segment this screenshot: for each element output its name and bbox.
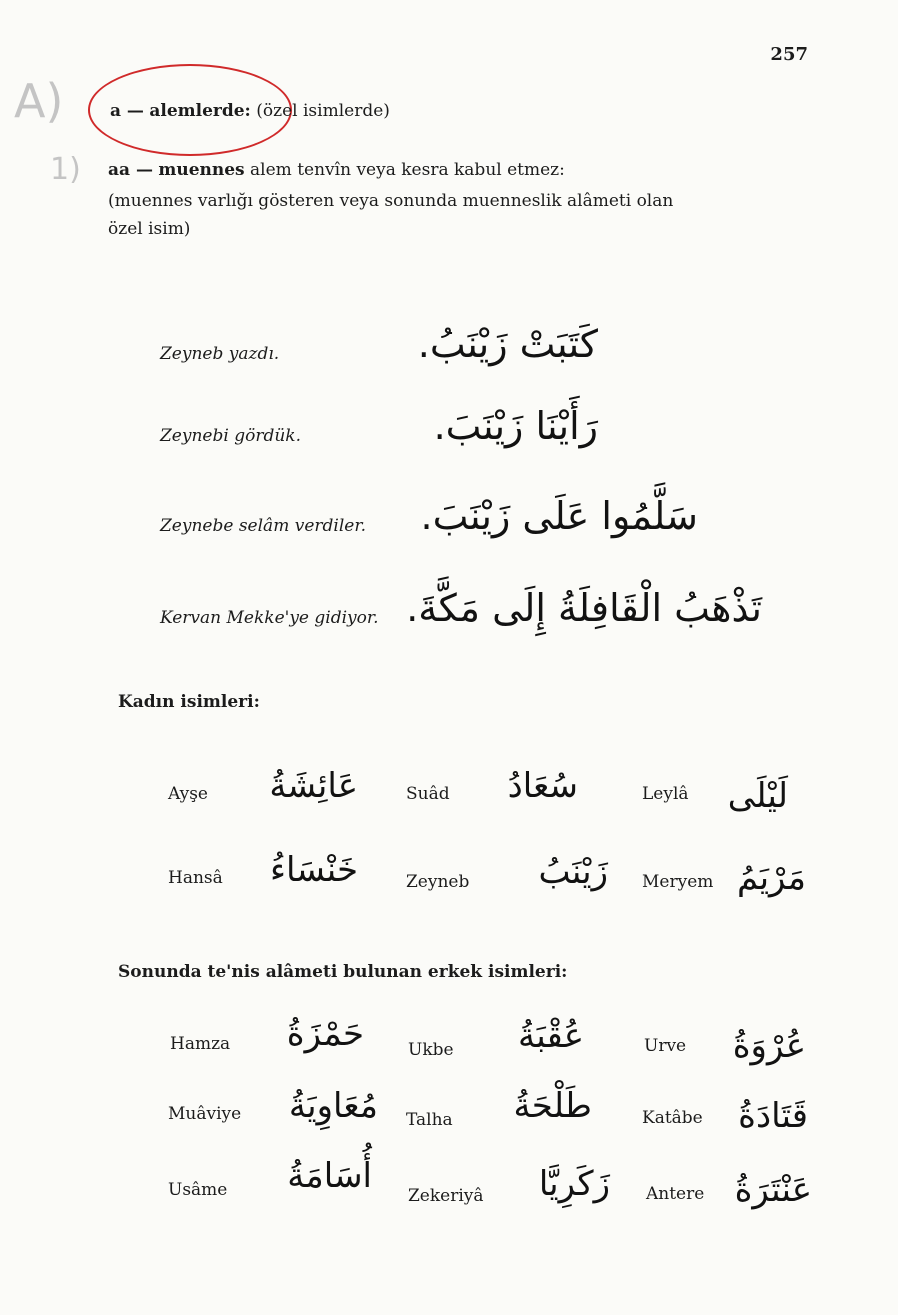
example-turkish: Kervan Mekke'ye gidiyor.: [160, 608, 379, 628]
heading-term: alemlerde:: [149, 101, 251, 121]
name-arabic: حَمْزَةُ: [286, 1014, 364, 1054]
name-turkish: Hamza: [170, 1034, 231, 1054]
explanation-line: (muennes varlığı gösteren veya sonunda muenneslik alâmeti olan: [108, 191, 674, 211]
name-turkish: Leylâ: [642, 784, 689, 804]
name-arabic: عَائِشَةُ: [269, 766, 358, 806]
explanation-paragraph: [108, 187, 673, 243]
name-turkish: Katâbe: [642, 1108, 703, 1128]
subheading-rest: alem tenvîn veya kesra kabul etmez:: [250, 160, 565, 180]
subheading-marker: aa —: [108, 160, 153, 180]
name-turkish: Usâme: [168, 1180, 228, 1200]
name-arabic: سُعَادُ: [507, 766, 578, 806]
example-arabic: كَتَبَتْ زَيْنَبُ.: [417, 322, 598, 366]
name-turkish: Hansâ: [168, 868, 223, 888]
name-arabic: أُسَامَةُ: [287, 1156, 372, 1196]
pencil-margin-note: 1): [50, 152, 81, 187]
male-names-heading: Sonunda te'nis alâmeti bulunan erkek isimleri:: [118, 962, 568, 982]
women-names-heading: Kadın isimleri:: [118, 692, 260, 712]
name-turkish: Suâd: [406, 784, 450, 804]
example-arabic: تَذْهَبُ الْقَافِلَةُ إِلَى مَكَّةَ.: [406, 586, 762, 630]
name-arabic: عُرْوَةُ: [732, 1026, 806, 1066]
name-turkish: Ukbe: [408, 1040, 454, 1060]
name-arabic: مَرْيَمُ: [736, 858, 806, 898]
name-arabic: طَلْحَةُ: [513, 1086, 592, 1126]
name-arabic: عُقْبَةُ: [518, 1016, 584, 1056]
name-turkish: Antere: [646, 1184, 705, 1204]
name-arabic: قَتَادَةُ: [738, 1096, 808, 1136]
name-turkish: Muâviye: [168, 1104, 242, 1124]
heading-marker: a —: [110, 101, 144, 121]
explanation-line: özel isim): [108, 219, 191, 239]
name-arabic: عَنْتَرَةُ: [734, 1170, 812, 1210]
section-heading-a: [110, 101, 390, 121]
name-turkish: Zekeriyâ: [408, 1186, 484, 1206]
name-arabic: زَكَرِيَّا: [538, 1164, 610, 1204]
example-arabic: رَأَيْنَا زَيْنَبَ.: [433, 404, 598, 448]
name-arabic: مُعَاوِيَةُ: [288, 1086, 378, 1126]
page-number: 257: [770, 44, 808, 65]
name-turkish: Meryem: [642, 872, 714, 892]
pencil-margin-note: A): [14, 74, 64, 128]
example-turkish: Zeynebi gördük.: [160, 426, 301, 446]
example-arabic: سَلَّمُوا عَلَى زَيْنَبَ.: [420, 494, 698, 538]
name-turkish: Talha: [406, 1110, 453, 1130]
name-arabic: لَيْلَى: [727, 776, 788, 816]
heading-gloss: (özel isimlerde): [256, 101, 390, 121]
name-turkish: Zeyneb: [406, 872, 470, 892]
example-turkish: Zeyneb yazdı.: [160, 344, 280, 364]
name-arabic: خَنْسَاءُ: [270, 850, 358, 890]
name-turkish: Urve: [644, 1036, 687, 1056]
subheading-term: muennes: [158, 160, 245, 180]
section-heading-aa: [108, 160, 565, 180]
name-arabic: زَيْنَبُ: [538, 852, 608, 892]
example-turkish: Zeynebe selâm verdiler.: [160, 516, 366, 536]
name-turkish: Ayşe: [168, 784, 208, 804]
